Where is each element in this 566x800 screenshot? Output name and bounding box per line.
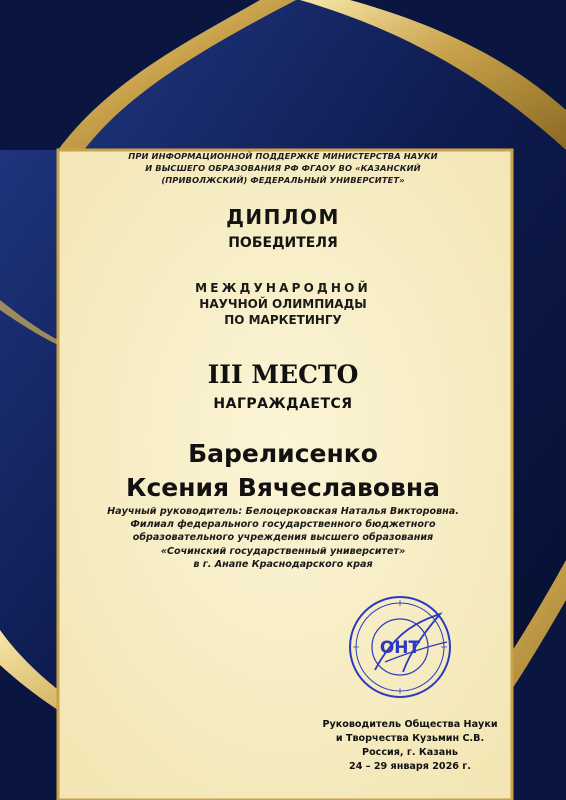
olympiad-name bbox=[0, 280, 566, 328]
diploma-title: ДИПЛОМ bbox=[226, 205, 340, 229]
details-line: в г. Анапе Краснодарского края bbox=[193, 558, 373, 570]
support-note bbox=[0, 150, 566, 186]
recipient-surname: Барелисенко bbox=[188, 439, 378, 468]
support-line: И ВЫСШЕГО ОБРАЗОВАНИЯ РФ ФГАОУ ВО «КАЗАНСКИЙ bbox=[145, 163, 421, 173]
details-line: Филиал федерального государственного бюджетного bbox=[130, 519, 436, 531]
details-line: Научный руководитель: Белоцерковская Наталья Викторовна. bbox=[107, 506, 459, 517]
signer-line: Россия, г. Казань bbox=[362, 747, 458, 758]
signer-block bbox=[280, 718, 540, 774]
supervisor-details bbox=[0, 505, 566, 571]
details-line: «Сочинский государственный университет» bbox=[160, 545, 406, 557]
support-line: ПРИ ИНФОРМАЦИОННОЙ ПОДДЕРЖКЕ МИНИСТЕРСТВА НАУКИ bbox=[128, 151, 438, 161]
olympiad-line: МЕЖДУНАРОДНОЙ bbox=[195, 281, 371, 295]
signer-line: 24 – 29 января 2026 г. bbox=[349, 761, 471, 772]
official-stamp bbox=[345, 592, 455, 702]
recipient-given-names: Ксения Вячеславовна bbox=[126, 473, 440, 502]
support-line: (ПРИВОЛЖСКИЙ) ФЕДЕРАЛЬНЫЙ УНИВЕРСИТЕТ» bbox=[161, 175, 405, 185]
olympiad-line: ПО МАРКЕТИНГУ bbox=[224, 313, 342, 327]
olympiad-line: НАУЧНОЙ ОЛИМПИАДЫ bbox=[199, 297, 367, 311]
signer-line: и Творчества Кузьмин С.В. bbox=[335, 733, 485, 744]
recipient-name bbox=[0, 437, 566, 505]
award-place: III МЕСТО bbox=[207, 360, 359, 389]
awarded-label: НАГРАЖДАЕТСЯ bbox=[213, 396, 353, 412]
details-line: образовательного учреждения высшего образования bbox=[132, 532, 434, 544]
signer-line: Руководитель Общества Науки bbox=[322, 719, 498, 730]
stamp-center-text: ОНТ bbox=[379, 638, 421, 658]
diploma-subtitle: ПОБЕДИТЕЛЯ bbox=[228, 235, 338, 251]
